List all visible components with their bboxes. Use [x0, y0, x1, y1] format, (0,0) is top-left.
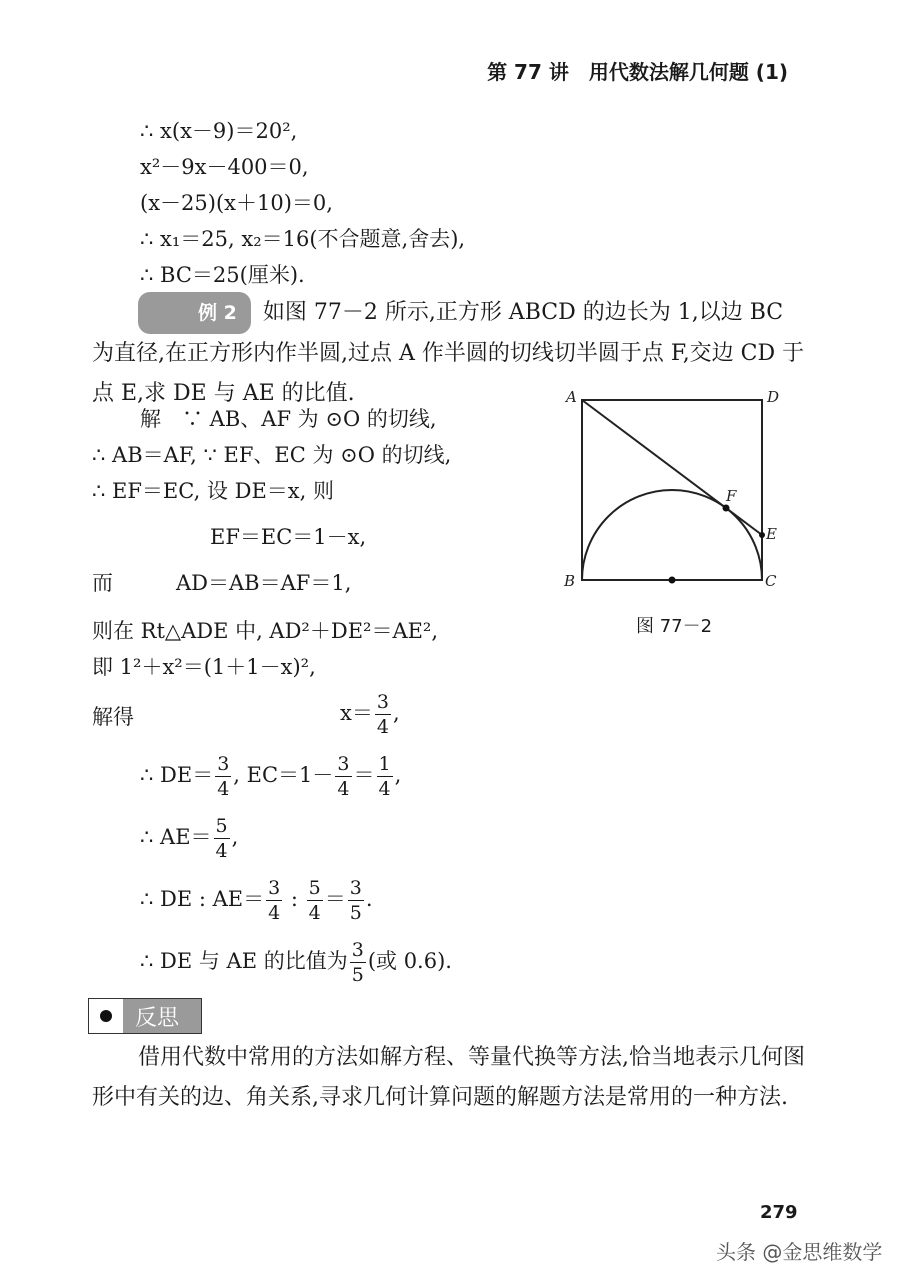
fraction-3-4	[335, 752, 351, 801]
solution-line-6: 则在 Rt△ADE 中, AD²＋DE²＝AE²,	[92, 619, 439, 643]
example-text: 如图 77－2 所示,正方形 ABCD 的边长为 1,以边 BC 为直径,在正方形内作半圆,过点 A 作半圆的切线切半圆于点 F,交边 CD 于点 E,求 DE 与 AE 的比值.	[92, 300, 805, 406]
numerator: 3	[351, 939, 364, 961]
point-e	[759, 532, 765, 538]
equation-line-5: ∴ BC＝25(厘米).	[140, 263, 305, 287]
numerator: 5	[215, 815, 228, 837]
fraction-5-4	[307, 876, 323, 925]
final-answer-line	[140, 938, 452, 987]
equals: ＝	[353, 763, 375, 787]
fraction-3-5	[348, 876, 364, 925]
solution-line-2: ∴ AB＝AF, ∵ EF、EC 为 ⊙O 的切线,	[92, 443, 452, 467]
denominator: 4	[215, 840, 228, 862]
equation-line-3: (x－25)(x＋10)＝0,	[140, 191, 333, 215]
denominator: 5	[351, 964, 364, 986]
label-f: F	[726, 487, 737, 505]
solve-x-line	[340, 690, 400, 739]
reflection-heading	[88, 998, 202, 1034]
solve-label: 解得	[92, 705, 134, 729]
comma: ,	[392, 701, 400, 725]
final-prefix: ∴ DE 与 AE 的比值为	[140, 949, 348, 973]
x-prefix: x＝	[340, 701, 373, 725]
ec-mid: , EC＝1－	[233, 763, 334, 787]
tangent-point-f	[723, 505, 730, 512]
numerator: 3	[268, 877, 281, 899]
colon: :	[284, 887, 305, 911]
label-a: A	[566, 388, 577, 406]
solution-line-5: 而 AD＝AB＝AF＝1,	[92, 571, 352, 595]
ratio-line	[140, 876, 373, 925]
solution-line-3: ∴ EF＝EC, 设 DE＝x, 则	[92, 479, 334, 503]
example-badge: 例 2	[138, 292, 251, 334]
denominator: 4	[268, 902, 281, 924]
page-number: 279	[760, 1202, 798, 1223]
final-suffix: (或 0.6).	[367, 949, 452, 973]
equals: ＝	[324, 887, 346, 911]
solution-line-4: EF＝EC＝1－x,	[210, 525, 367, 549]
denominator: 4	[378, 778, 391, 800]
solution-line-7: 即 1²＋x²＝(1＋1－x)²,	[92, 655, 316, 679]
ae-prefix: ∴ AE＝	[140, 825, 212, 849]
denominator: 4	[308, 902, 321, 924]
equation-line-2: x²－9x－400＝0,	[140, 155, 309, 179]
reflection-title: 反思	[123, 999, 201, 1033]
de-ec-line	[140, 752, 401, 801]
fraction-1-4	[377, 752, 393, 801]
ae-line	[140, 814, 238, 863]
reflection-text: 借用代数中常用的方法如解方程、等量代换等方法,恰当地表示几何图形中有关的边、角关系,寻求几何计算问题的解题方法是常用的一种方法.	[92, 1045, 805, 1110]
fraction-3-5	[350, 938, 366, 987]
figure-caption: 图 77－2	[636, 616, 713, 637]
label-b: B	[564, 572, 576, 590]
numerator: 3	[217, 753, 230, 775]
ratio-prefix: ∴ DE : AE＝	[140, 887, 265, 911]
denominator: 5	[349, 902, 362, 924]
numerator: 3	[376, 691, 389, 713]
numerator: 1	[378, 753, 391, 775]
de-prefix: ∴ DE＝	[140, 763, 214, 787]
running-header: 第 77 讲 用代数法解几何题 (1)	[487, 60, 788, 84]
label-d: D	[767, 388, 780, 406]
comma: ,	[231, 825, 239, 849]
denominator: 4	[217, 778, 230, 800]
center-point-o	[669, 577, 676, 584]
fraction-3-4	[215, 752, 231, 801]
fraction-5-4	[214, 814, 230, 863]
denominator: 4	[376, 716, 389, 738]
fraction-3-4	[375, 690, 391, 739]
watermark: 头条 @金思维数学	[716, 1240, 883, 1264]
denominator: 4	[337, 778, 350, 800]
period: .	[365, 887, 373, 911]
bullet-icon	[89, 999, 123, 1033]
equation-line-4: ∴ x₁＝25, x₂＝16(不合题意,舍去),	[140, 227, 466, 251]
numerator: 3	[337, 753, 350, 775]
comma: ,	[394, 763, 402, 787]
label-e: E	[766, 525, 777, 543]
solution-line-1: 解 ∵ AB、AF 为 ⊙O 的切线,	[140, 407, 437, 431]
equation-line-1: ∴ x(x－9)＝20²,	[140, 119, 298, 143]
numerator: 3	[349, 877, 362, 899]
geometry-figure	[560, 384, 790, 594]
label-c: C	[765, 572, 777, 590]
fraction-3-4	[266, 876, 282, 925]
numerator: 5	[308, 877, 321, 899]
